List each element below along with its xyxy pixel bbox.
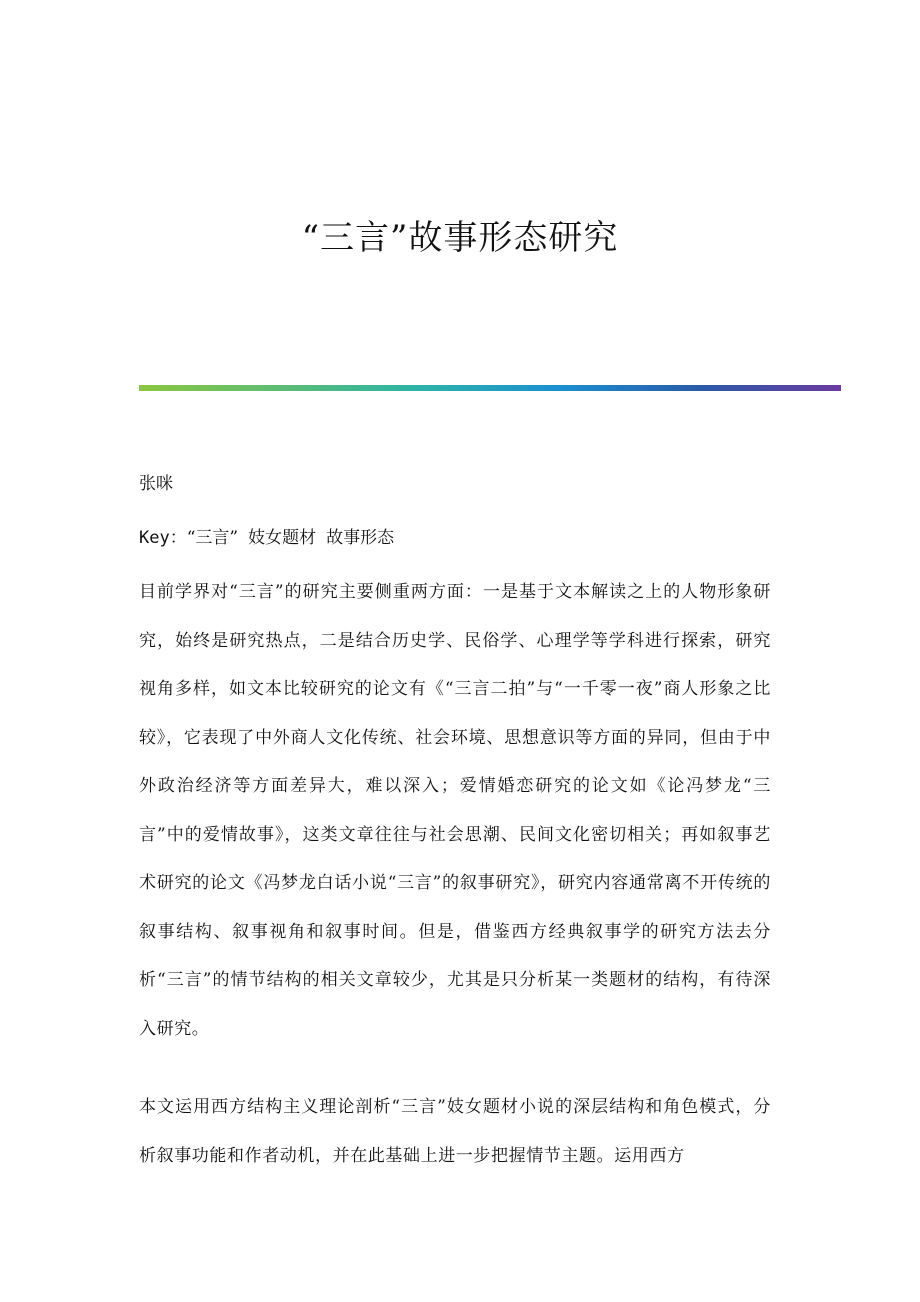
title-divider-gradient xyxy=(139,385,841,391)
keyword-item: “三言” xyxy=(186,528,239,548)
keyword-item: 故事形态 xyxy=(326,528,395,548)
keywords-label: Key： xyxy=(139,528,187,548)
document-title: “三言”故事形态研究 xyxy=(301,218,619,258)
keyword-item: 妓女题材 xyxy=(248,528,317,548)
keywords-line xyxy=(139,514,771,563)
body-paragraph-1: 目前学界对“三言”的研究主要侧重两方面：一是基于文本解读之上的人物形象研究，始终是研究热点，二是结合历史学、民俗学、心理学等学科进行探索，研究视角多样，如文本比较研究的论文有《“三言二拍”与“一千零一夜”商人形象之比较》，它表现了中外商人文化传统、社会环境、思想意识等方面的异同，但由于中外政治经济等方面差异大，难以深入；爱情婚恋研究的论文如《论冯梦龙“三言”中的爱情故事》，这类文章往往与社会思潮、民间文化密切相关；再如叙事艺术研究的论文《冯梦龙白话小说“三言”的叙事研究》，研究内容通常离不开传统的叙事结构、叙事视角和叙事时间。但是，借鉴西方经典叙事学的研究方法去分析“三言”的情节结构的相关文章较少，尤其是只分析某一类题材的结构，有待深入研究。 xyxy=(139,582,771,1039)
author-name: 张咪 xyxy=(139,474,173,494)
body-paragraph-2: 本文运用西方结构主义理论剖析“三言”妓女题材小说的深层结构和角色模式，分析叙事功能和作者动机，并在此基础上进一步把握情节主题。运用西方 xyxy=(139,1097,771,1166)
